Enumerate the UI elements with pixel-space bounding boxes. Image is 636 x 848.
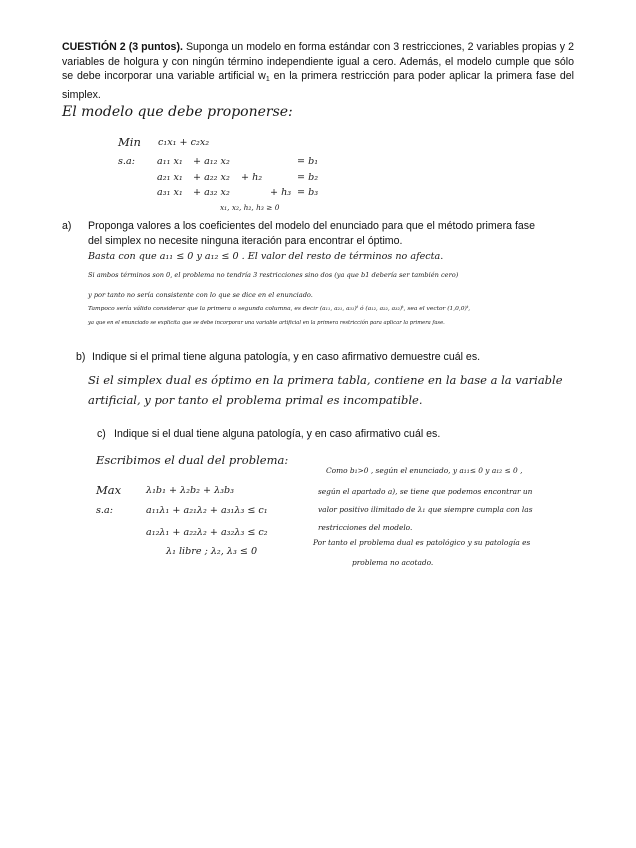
- part-b-text: Indique si el primal tiene alguna patología, y en caso afirmativo demuestre cuál es.: [92, 351, 481, 363]
- part-a-question: [62, 219, 582, 248]
- part-a-answer-3: y por tanto no sería consistente con lo que se dice en el enunciado.: [88, 291, 313, 299]
- dual-sign-constraints: λ₁ libre ; λ₂, λ₃ ≤ 0: [166, 546, 258, 557]
- objective-function: c₁x₁ + c₂x₂: [158, 137, 210, 148]
- part-c-text: Indique si el dual tiene alguna patología, y en caso afirmativo cuál es.: [114, 428, 441, 440]
- objective-label: Min: [118, 135, 141, 149]
- r2-h: + h₂: [241, 172, 263, 183]
- r1-rhs: = b₁: [297, 156, 319, 167]
- dual-constraint-2: a₁₂λ₁ + a₂₂λ₂ + a₃₂λ₃ ≤ c₂: [146, 527, 268, 538]
- r3-h: + h₃: [270, 187, 292, 198]
- model-heading: El modelo que debe proponerse:: [62, 104, 293, 120]
- part-a-answer-4: Tampoco sería válido considerar que la primera o segunda columna, es decir (a₁₁, a₂₁, a₃₁)ᵗ ó (a₁₂, a₂₂, a₃₂)ᵗ, sea el vector (1,0,0)ᵗ,: [88, 306, 471, 312]
- question-text: Suponga un modelo en forma estándar con 3 restricciones, 2 variables propias y 2 variables de holgura y con ningún término independiente igual a cero. Además, el modelo cumple que sólo se debe incorporar una variable artificial w: [62, 41, 574, 83]
- dual-note-1: Como b₁>0 , según el enunciado, y a₁₁≤ 0 y a₁₂ ≤ 0 ,: [326, 466, 523, 475]
- part-b-question: [76, 350, 576, 365]
- part-b-answer-1: Si el simplex dual es óptimo en la primera tabla, contiene en la base a la variable: [88, 373, 563, 387]
- r2-rhs: = b₂: [297, 172, 319, 183]
- r3-rhs: = b₃: [297, 187, 319, 198]
- part-b-label: b): [76, 351, 86, 363]
- r2-left: a₂₁ x₁: [157, 172, 183, 183]
- dual-objective-label: Max: [96, 483, 122, 497]
- part-a-line2: del simplex no necesite ninguna iteración para encontrar el óptimo.: [88, 234, 403, 247]
- dual-note-5: Por tanto el problema dual es patológico y su patología es: [313, 538, 531, 547]
- dual-sa-label: s.a:: [96, 505, 113, 516]
- part-a-label: a): [62, 220, 72, 232]
- part-a-answer-2: Si ambos términos son 0, el problema no tendría 3 restricciones sino dos (ya que b1 debería ser también cero): [88, 271, 459, 279]
- r3-left: a₃₁ x₁: [157, 187, 183, 198]
- part-a-line1: Proponga valores a los coeficientes del modelo del enunciado para que el método primera fase: [88, 220, 535, 232]
- question-title: CUESTIÓN 2 (3 puntos).: [62, 41, 183, 53]
- dual-constraint-1: a₁₁λ₁ + a₂₁λ₂ + a₃₁λ₃ ≤ c₁: [146, 505, 268, 516]
- dual-objective: λ₁b₁ + λ₂b₂ + λ₃b₃: [146, 485, 235, 496]
- r1-mid: + a₁₂ x₂: [193, 156, 230, 167]
- dual-note-2: según el apartado a), se tiene que podemos encontrar un: [318, 487, 533, 496]
- dual-note-6: problema no acotado.: [352, 558, 434, 567]
- r3-mid: + a₃₂ x₂: [193, 187, 230, 198]
- part-c-label: c): [97, 428, 106, 440]
- r1-left: a₁₁ x₁: [157, 156, 183, 167]
- dual-note-3: valor positivo ilimitado de λ₁ que siempre cumpla con las: [318, 505, 533, 514]
- r2-mid: + a₂₂ x₂: [193, 172, 230, 183]
- part-b-answer-2: artificial, y por tanto el problema primal es incompatible.: [88, 393, 423, 407]
- nonnegativity: x₁, x₂, h₂, h₃ ≥ 0: [220, 203, 280, 212]
- part-a-answer-5: ya que en el enunciado se explicita que se debe incorporar una variable artificial en la primera restricción para aplicar la primera fase.: [88, 320, 445, 326]
- question-text-end: en la primera restricción para poder aplicar la primera fase del simplex.: [62, 70, 574, 101]
- part-a-answer-1: Basta con que a₁₁ ≤ 0 y a₁₂ ≤ 0 . El valor del resto de términos no afecta.: [88, 251, 444, 262]
- dual-heading: Escribimos el dual del problema:: [96, 453, 289, 467]
- constraints-label: s.a:: [118, 156, 135, 167]
- dual-note-4: restricciones del modelo.: [318, 523, 413, 532]
- part-c-question: [97, 427, 577, 442]
- question-subscript: 1: [265, 76, 270, 84]
- question-statement: [62, 40, 574, 102]
